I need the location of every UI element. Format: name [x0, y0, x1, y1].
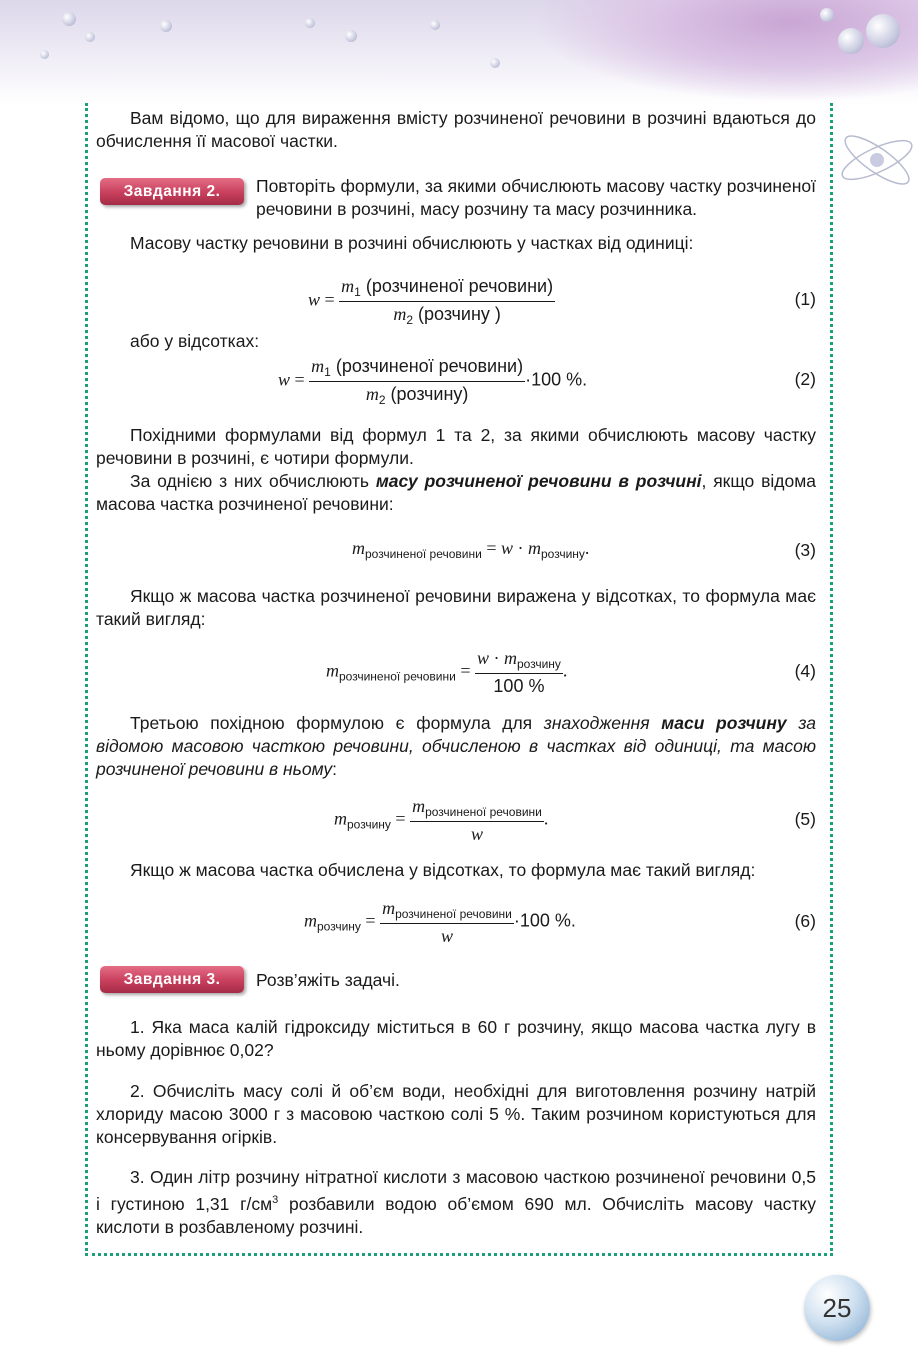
formula2-den-var: m	[365, 384, 379, 404]
formula4-m: m	[326, 660, 339, 681]
formula4-sub1: розчиненої речовини	[339, 669, 456, 684]
formula2-num-text: (розчиненої речовини)	[330, 356, 524, 376]
mass-solute-post: , якщо відома масова частка розчиненої речовини:	[96, 471, 816, 514]
formula5-den: w	[470, 824, 483, 844]
molecule-icon	[160, 20, 172, 32]
intro-paragraph: Вам відомо, що для вираження вмісту розчиненої речовини в розчині вдаються до обчислення її масової частки.	[96, 108, 816, 151]
equation-number-1: (1)	[794, 289, 816, 309]
fraction-paragraph: Масову частку речовини в розчині обчислюють у частках від одиниці:	[130, 233, 694, 253]
formula4-num-m: m	[504, 648, 517, 668]
formula2-tail: ·100 %.	[525, 369, 588, 390]
formula2-num-var: m	[311, 356, 325, 376]
equation-number-5: (5)	[794, 809, 816, 829]
formula2-den-sub: 2	[378, 393, 386, 407]
third-italic-2: за відомою масовою часткою речовини, обчисленою в частках від одиниці, та масою розчиненої речовини в ньому	[96, 713, 816, 779]
formula-1: w = $\frac{m_1 (розчиненої речовини)}{m_2 (розчину )}$	[308, 276, 554, 327]
if-percent-paragraph: Якщо ж масова частка розчиненої речовини виражена у відсотках, то формула має такий вигляд:	[96, 586, 816, 629]
formula5-sub1: розчину	[347, 817, 391, 832]
derived-paragraph: Похідними формулами від формул 1 та 2, за якими обчислюють масову частку речовини в розчині, є чотири формули.	[96, 425, 816, 468]
problem-3	[96, 1166, 816, 1239]
formula5-m: m	[334, 808, 347, 829]
formula5-num-sub: розчиненої речовини	[425, 805, 542, 819]
equation-number-2: (2)	[794, 369, 816, 389]
molecule-icon	[838, 28, 864, 54]
problem3-pre: 3. Один літр розчину нітратної кислоти з масовою часткою розчиненої речовини 0,5 і густиною 1,31 г/см	[96, 1167, 816, 1214]
formula1-den-sub: 2	[406, 313, 414, 327]
third-formula-paragraph	[96, 712, 816, 781]
third-pre: Третьою похідною формулою є формула для	[130, 713, 544, 733]
molecule-icon	[40, 50, 49, 59]
formula4-den: 100 %	[493, 676, 545, 696]
formula3-sub2: розчину	[541, 547, 585, 561]
mass-solute-bold: масу розчиненої речовини в розчині	[375, 471, 702, 491]
equation-number-6: (6)	[794, 911, 816, 931]
formula1-lhs: w	[308, 289, 321, 310]
molecule-icon	[62, 12, 76, 26]
molecule-icon	[820, 8, 834, 22]
molecule-icon	[430, 20, 440, 30]
problem-1: 1. Яка маса калій гідроксиду міститься в 60 г розчину, якщо масова частка лугу в ньому дорівнює 0,02?	[96, 1017, 816, 1060]
task2-text: Повторіть формули, за якими обчислюють масову частку розчиненої речовини в розчині, масу розчину та масу розчинника.	[256, 176, 816, 219]
equation-number-4: (4)	[794, 661, 816, 681]
percent-paragraph: або у відсотках:	[130, 331, 260, 351]
task2-badge: Завдання 2.	[100, 178, 244, 205]
third-post: :	[332, 759, 338, 779]
formula-4: $m_{розчиненої речовини}$ = $\frac{w \cdot m_{розчину}}{100 \%}$ .	[326, 648, 568, 696]
formula3-sub1: розчиненої речовини	[365, 547, 482, 561]
formula2-den-text: (розчину)	[385, 384, 469, 404]
problem3-post: розбавили водою об’ємом 690 мл. Обчисліть масову частку кислоти в розбавленому розчині.	[96, 1193, 816, 1237]
formula1-den-text: (розчину )	[413, 304, 501, 324]
mass-solute-pre: За однією з них обчислюють	[130, 471, 376, 491]
if-percent2-paragraph: Якщо ж масова частка обчислена у відсотках, то формула має такий вигляд:	[130, 860, 756, 880]
formula-6: $m_{розчину}$ = $\frac{m_{розчиненої речовини}}{w}$ ·100 %.	[304, 898, 576, 946]
formula6-sub1: розчину	[317, 919, 361, 934]
molecule-icon	[866, 14, 900, 48]
task3-badge: Завдання 3.	[100, 966, 244, 993]
problem3-sup: 3	[272, 1194, 279, 1206]
formula3-w: w	[500, 538, 513, 558]
molecule-icon	[305, 18, 315, 28]
formula1-num-sub: 1	[354, 285, 361, 299]
formula6-num-sub: розчиненої речовини	[395, 907, 512, 921]
formula2-num-sub: 1	[324, 365, 331, 379]
formula1-num-var: m	[341, 276, 355, 296]
formula2-lhs: w	[278, 369, 291, 390]
atom-icon	[832, 118, 918, 208]
formula4-num-sub: розчину	[517, 657, 561, 671]
header-decoration	[0, 0, 918, 105]
page-number: 25	[804, 1275, 870, 1341]
formula6-m: m	[304, 910, 317, 931]
formula1-num-text: (розчиненої речовини)	[360, 276, 554, 296]
formula-2: w = $\frac{m_1 (розчиненої речовини)}{m_2 (розчину)}$ ·100 %.	[278, 356, 588, 407]
formula1-den-var: m	[393, 304, 407, 324]
molecule-icon	[85, 32, 95, 42]
molecule-icon	[345, 30, 357, 42]
third-italic-1: знаходження	[543, 713, 662, 733]
task3-text: Розв’яжіть задачі.	[256, 970, 400, 990]
mass-solute-paragraph	[96, 470, 816, 516]
formula6-num-m: m	[382, 898, 396, 918]
formula6-tail: ·100 %.	[513, 910, 576, 931]
formula6-den: w	[440, 926, 453, 946]
formula5-num-m: m	[412, 796, 426, 816]
formula4-num-w: w	[476, 648, 489, 668]
third-bold: маси розчину	[661, 713, 787, 733]
equation-number-3: (3)	[794, 540, 816, 560]
header-wave-decoration	[538, 0, 918, 100]
formula-5: $m_{розчину}$ = $\frac{m_{розчиненої речовини}}{w}$ .	[334, 796, 549, 844]
problem-2: 2. Обчисліть масу солі й об’єм води, необхідні для виготовлення розчину натрій хлориду масою 3000 г з масовою часткою солі 5 %. Таким розчином користуються для консервування огірків.	[96, 1081, 816, 1147]
formula3-m: m	[352, 538, 365, 558]
molecule-icon	[490, 58, 500, 68]
formula3-m2: m	[528, 538, 541, 558]
formula-3: $m_{розчиненої речовини} = w \cdot m_{розчину}$.	[352, 538, 590, 561]
